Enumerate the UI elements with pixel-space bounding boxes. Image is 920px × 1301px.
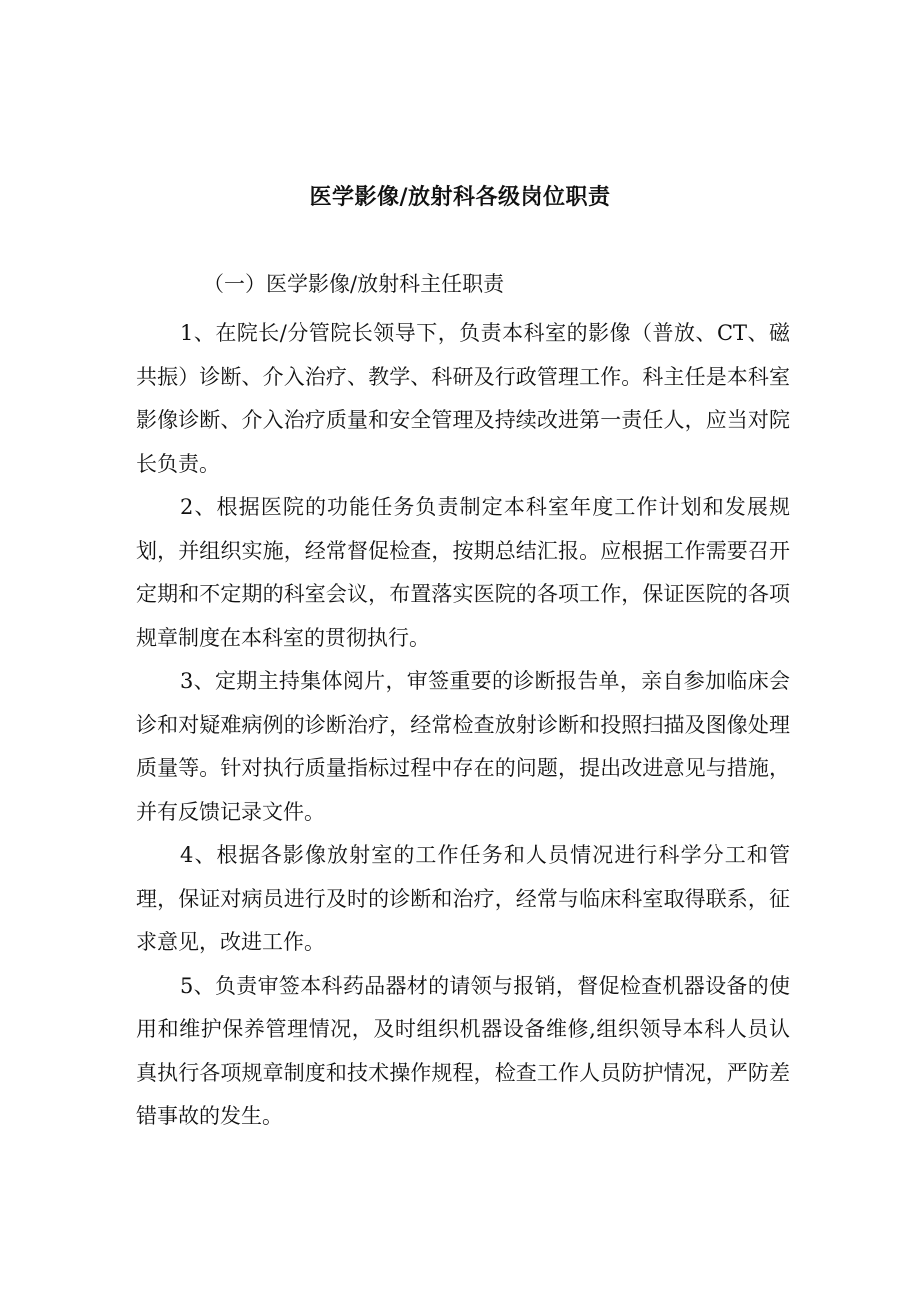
section-heading: （一）医学影像/放射科主任职责 [203,272,505,296]
document-title: 医学影像/放射科各级岗位职责 [309,184,611,210]
paragraph-1: 1、在院长/分管院长领导下，负责本科室的影像（普放、CT、磁共振）诊断、介入治疗、教学、科研及行政管理工作。科主任是本科室影像诊断、介入治疗质量和安全管理及持续改进第一责任人，应当对院长负责。 [136,321,790,476]
paragraph-3: 3、定期主持集体阅片，审签重要的诊断报告单，亲自参加临床会诊和对疑难病例的诊断治疗，经常检查放射诊断和投照扫描及图像处理质量等。针对执行质量指标过程中存在的问题，提出改进意见与措施，并有反馈记录文件。 [136,669,790,824]
paragraph-2: 2、根据医院的功能任务负责制定本科室年度工作计划和发展规划，并组织实施，经常督促检查，按期总结汇报。应根据工作需要召开定期和不定期的科室会议，布置落实医院的各项工作，保证医院的各项规章制度在本科室的贯彻执行。 [136,495,790,650]
paragraph-5: 5、负责审签本科药品器材的请领与报销，督促检查机器设备的使用和维护保养管理情况，及时组织机器设备维修,组织领导本科人员认真执行各项规章制度和技术操作规程，检查工作人员防护情况，严防差错事故的发生。 [136,973,790,1128]
paragraph-4: 4、根据各影像放射室的工作任务和人员情况进行科学分工和管理，保证对病员进行及时的诊断和治疗，经常与临床科室取得联系，征求意见，改进工作。 [136,843,790,954]
document-body [136,312,790,1139]
